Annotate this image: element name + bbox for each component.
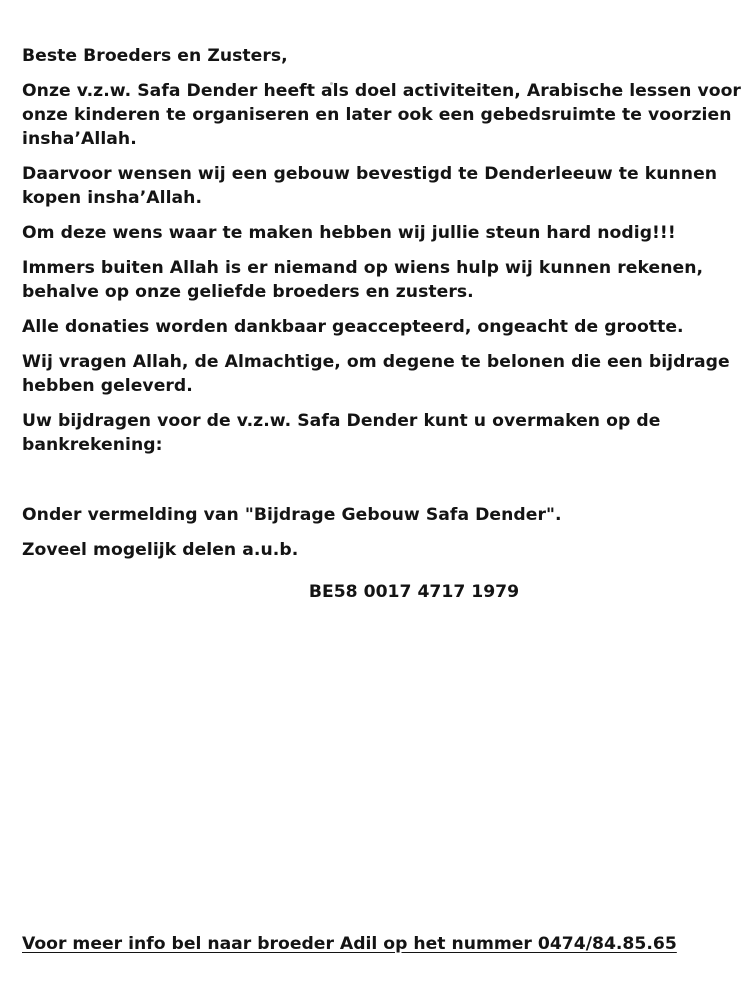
- paragraph-share: Zoveel mogelijk delen a.u.b.: [22, 540, 299, 560]
- paragraph-bank: Uw bijdragen voor de v.z.w. Safa Dender kunt u overmaken op de bankrekening:: [22, 411, 661, 455]
- paragraph-building: Daarvoor wensen wij een gebouw bevestigd te Denderleeuw te kunnen kopen insha’Allah.: [22, 164, 718, 208]
- paragraph-donations: Alle donaties worden dankbaar geaccepteerd, ongeacht de grootte.: [22, 317, 684, 337]
- greeting: Beste Broeders en Zusters,: [22, 46, 288, 66]
- iban-number: BE58 0017 4717 1979: [308, 582, 520, 602]
- contact-footer: Voor meer info bel naar broeder Adil op het nummer 0474/84.85.65: [22, 934, 677, 954]
- paragraph-help: Immers buiten Allah is er niemand op wiens hulp wij kunnen rekenen, behalve op onze geliefde broeders en zusters.: [22, 258, 704, 302]
- paragraph-purpose: Onze v.z.w. Safa Dender heeft als doel activiteiten, Arabische lessen voor onze kinderen te organiseren en later ook een gebedsruimte te voorzien insha’Allah.: [22, 81, 741, 149]
- paragraph-prayer: Wij vragen Allah, de Almachtige, om degene te belonen die een bijdrage hebben geleverd.: [22, 352, 730, 396]
- paragraph-support: Om deze wens waar te maken hebben wij jullie steun hard nodig!!!: [22, 223, 676, 243]
- paragraph-reference: Onder vermelding van "Bijdrage Gebouw Safa Dender".: [22, 505, 562, 525]
- iban-spacer: [22, 468, 750, 492]
- letter-body: [22, 44, 750, 573]
